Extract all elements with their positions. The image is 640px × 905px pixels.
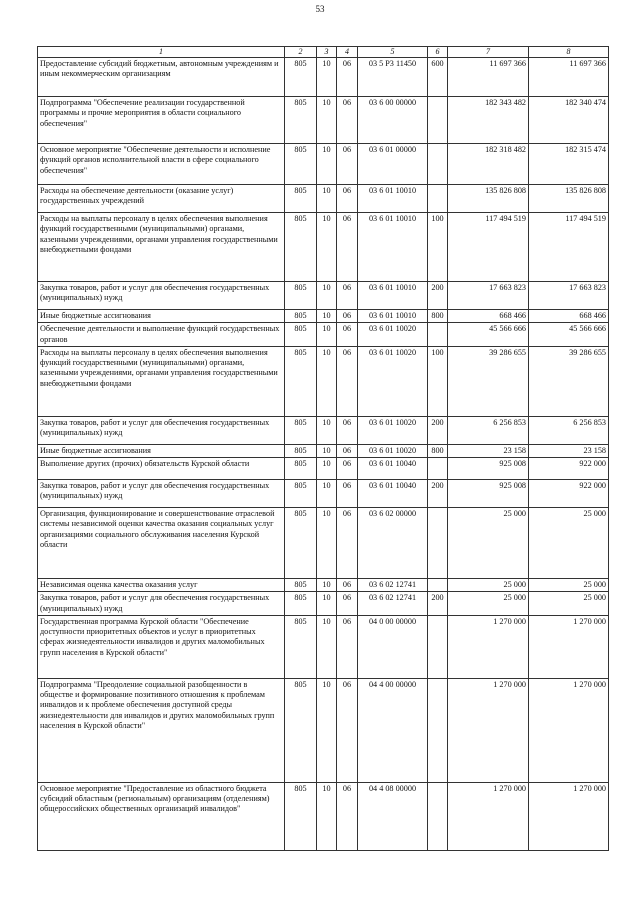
table-cell: 10 — [317, 782, 337, 850]
table-cell: Предоставление субсидий бюджетным, автономным учреждениям и иным некоммерческим организациям — [38, 58, 285, 97]
table-cell: 25 000 — [529, 592, 609, 616]
table-cell: 805 — [285, 213, 317, 282]
table-cell: 03 6 02 12741 — [358, 579, 428, 592]
table-cell: Расходы на обеспечение деятельности (оказание услуг) государственных учреждений — [38, 185, 285, 213]
table-cell: 06 — [337, 310, 358, 323]
table-cell — [428, 323, 448, 347]
table-cell: 805 — [285, 310, 317, 323]
table-cell: Иные бюджетные ассигнования — [38, 444, 285, 457]
table-cell: Закупка товаров, работ и услуг для обеспечения государственных (муниципальных) нужд — [38, 416, 285, 444]
table-cell: 03 6 02 12741 — [358, 592, 428, 616]
table-cell: 135 826 808 — [529, 185, 609, 213]
table-cell: 03 6 01 10020 — [358, 416, 428, 444]
table-cell: 805 — [285, 185, 317, 213]
table-cell: 23 158 — [529, 444, 609, 457]
table-cell: 25 000 — [448, 592, 529, 616]
table-cell: 45 566 666 — [448, 323, 529, 347]
table-cell: 06 — [337, 592, 358, 616]
table-cell: 06 — [337, 97, 358, 144]
table-cell: 25 000 — [529, 579, 609, 592]
table-row — [38, 144, 609, 185]
budget-table — [37, 46, 609, 851]
table-cell: 10 — [317, 416, 337, 444]
table-cell: Иные бюджетные ассигнования — [38, 310, 285, 323]
table-cell: 03 6 02 00000 — [358, 508, 428, 579]
table-cell: 117 494 519 — [448, 213, 529, 282]
table-cell: 10 — [317, 444, 337, 457]
table-cell: 1 270 000 — [448, 678, 529, 782]
table-cell: 06 — [337, 480, 358, 508]
table-cell: 182 318 482 — [448, 144, 529, 185]
table-cell: 600 — [428, 58, 448, 97]
table-cell: 06 — [337, 444, 358, 457]
table-cell: 800 — [428, 310, 448, 323]
table-cell: 10 — [317, 144, 337, 185]
table-cell: 39 286 655 — [529, 346, 609, 416]
table-cell: 1 270 000 — [448, 782, 529, 850]
table-cell: 925 008 — [448, 458, 529, 480]
table-cell: 805 — [285, 323, 317, 347]
table-cell — [428, 97, 448, 144]
table-cell: 06 — [337, 416, 358, 444]
table-cell: 11 697 366 — [448, 58, 529, 97]
table-cell: 10 — [317, 346, 337, 416]
table-cell: Основное мероприятие "Предоставление из областного бюджета субсидий областным (региональным) организациям (отделениям) общероссийских общественных организаций инвалидов" — [38, 782, 285, 850]
table-cell: 805 — [285, 480, 317, 508]
table-cell: 805 — [285, 346, 317, 416]
table-cell: Независимая оценка качества оказания услуг — [38, 579, 285, 592]
table-row — [38, 480, 609, 508]
table-cell: Закупка товаров, работ и услуг для обеспечения государственных (муниципальных) нужд — [38, 282, 285, 310]
header-cell: 5 — [358, 47, 428, 58]
table-cell: 25 000 — [448, 508, 529, 579]
table-cell: 200 — [428, 592, 448, 616]
table-cell: 39 286 655 — [448, 346, 529, 416]
table-cell: Расходы на выплаты персоналу в целях обеспечения выполнения функций государственными (муниципальными) органами, казенными учреждениями, органами управления государственными внебюджетными фондами — [38, 213, 285, 282]
table-cell: 922 000 — [529, 480, 609, 508]
table-cell: 06 — [337, 615, 358, 678]
table-cell: 06 — [337, 213, 358, 282]
header-cell: 8 — [529, 47, 609, 58]
table-cell: Государственная программа Курской области "Обеспечение доступности приоритетных объектов и услуг в приоритетных сферах жизнедеятельности инвалидов и других маломобильных групп населения в Курской области" — [38, 615, 285, 678]
table-cell: 03 6 01 10020 — [358, 346, 428, 416]
table-cell: 805 — [285, 416, 317, 444]
table-cell: 805 — [285, 458, 317, 480]
table-row — [38, 416, 609, 444]
table-cell: Выполнение других (прочих) обязательств Курской области — [38, 458, 285, 480]
table-cell: 805 — [285, 592, 317, 616]
table-cell: 10 — [317, 213, 337, 282]
table-row — [38, 346, 609, 416]
table-cell: 200 — [428, 416, 448, 444]
table-cell: 06 — [337, 323, 358, 347]
table-cell: 1 270 000 — [529, 615, 609, 678]
table-cell: 06 — [337, 346, 358, 416]
table-cell: Подпрограмма "Преодоление социальной разобщенности в обществе и формирование позитивного отношения к проблемам инвалидов и к проблеме обеспечения доступной среды жизнедеятельности для инвалидов и других маломобильных групп населения в Курской области" — [38, 678, 285, 782]
table-row — [38, 579, 609, 592]
table-cell: 06 — [337, 782, 358, 850]
table-cell: 10 — [317, 185, 337, 213]
table-row — [38, 444, 609, 457]
table-cell: 10 — [317, 310, 337, 323]
table-cell: 23 158 — [448, 444, 529, 457]
table-cell: 10 — [317, 480, 337, 508]
table-cell: 45 566 666 — [529, 323, 609, 347]
table-row — [38, 282, 609, 310]
table-row — [38, 458, 609, 480]
table-cell: 668 466 — [448, 310, 529, 323]
table-cell: 17 663 823 — [529, 282, 609, 310]
table-cell: Основное мероприятие "Обеспечение деятельности и исполнение функций органов исполнительной власти в сфере социального обеспечения" — [38, 144, 285, 185]
table-cell: 03 6 01 10010 — [358, 310, 428, 323]
table-cell: 100 — [428, 213, 448, 282]
table-cell: 805 — [285, 444, 317, 457]
table-cell: 06 — [337, 508, 358, 579]
table-cell: 182 340 474 — [529, 97, 609, 144]
table-cell: 182 315 474 — [529, 144, 609, 185]
table-cell: 04 4 00 00000 — [358, 678, 428, 782]
table-cell: Организация, функционирование и совершенствование отраслевой системы независимой оценки качества оказания социальных услуг организациями социального обслуживания населения Курской области — [38, 508, 285, 579]
table-cell: 04 4 08 00000 — [358, 782, 428, 850]
table-cell: 17 663 823 — [448, 282, 529, 310]
table-cell: 06 — [337, 58, 358, 97]
table-cell: 10 — [317, 58, 337, 97]
table-cell: 805 — [285, 678, 317, 782]
table-cell: 03 6 01 10020 — [358, 323, 428, 347]
table-cell: 03 6 01 10010 — [358, 282, 428, 310]
table-row — [38, 97, 609, 144]
table-cell: 03 5 Р3 11450 — [358, 58, 428, 97]
header-cell: 4 — [337, 47, 358, 58]
table-cell: 10 — [317, 615, 337, 678]
header-cell: 1 — [38, 47, 285, 58]
table-cell: 1 270 000 — [529, 782, 609, 850]
table-cell: 1 270 000 — [448, 615, 529, 678]
table-cell: 805 — [285, 508, 317, 579]
table-cell: 182 343 482 — [448, 97, 529, 144]
table-cell: 800 — [428, 444, 448, 457]
table-cell: 04 0 00 00000 — [358, 615, 428, 678]
table-cell: 805 — [285, 782, 317, 850]
table-cell: 1 270 000 — [529, 678, 609, 782]
table-cell: 10 — [317, 323, 337, 347]
table-cell: 06 — [337, 678, 358, 782]
table-cell: Закупка товаров, работ и услуг для обеспечения государственных (муниципальных) нужд — [38, 592, 285, 616]
table-cell: Расходы на выплаты персоналу в целях обеспечения выполнения функций государственными (муниципальными) органами, казенными учреждениями, органами управления государственными внебюджетными фондами — [38, 346, 285, 416]
table-row — [38, 615, 609, 678]
table-row — [38, 310, 609, 323]
table-row — [38, 782, 609, 850]
table-cell: 100 — [428, 346, 448, 416]
table-cell: 117 494 519 — [529, 213, 609, 282]
table-row — [38, 323, 609, 347]
table-cell — [428, 458, 448, 480]
table-cell: 805 — [285, 579, 317, 592]
table-cell: 805 — [285, 97, 317, 144]
table-cell: 805 — [285, 282, 317, 310]
table-cell: 06 — [337, 144, 358, 185]
table-cell: 6 256 853 — [529, 416, 609, 444]
table-cell — [428, 144, 448, 185]
table-cell: 06 — [337, 458, 358, 480]
table-cell: 03 6 01 10010 — [358, 213, 428, 282]
table-cell: 805 — [285, 58, 317, 97]
table-cell: 10 — [317, 592, 337, 616]
table-cell — [428, 615, 448, 678]
table-row — [38, 678, 609, 782]
table-cell: 925 008 — [448, 480, 529, 508]
table-cell: 06 — [337, 282, 358, 310]
table-row — [38, 213, 609, 282]
table-cell — [428, 185, 448, 213]
header-cell: 2 — [285, 47, 317, 58]
table-cell: 11 697 366 — [529, 58, 609, 97]
table-cell — [428, 678, 448, 782]
page-number: 53 — [315, 4, 325, 14]
table-cell: 200 — [428, 282, 448, 310]
table-cell: 200 — [428, 480, 448, 508]
table-cell: Обеспечение деятельности и выполнение функций государственных органов — [38, 323, 285, 347]
table-cell: 805 — [285, 615, 317, 678]
table-cell: 06 — [337, 579, 358, 592]
table-cell: 10 — [317, 579, 337, 592]
table-cell: 6 256 853 — [448, 416, 529, 444]
table-cell: 10 — [317, 458, 337, 480]
table-cell: 10 — [317, 678, 337, 782]
table-cell: 25 000 — [529, 508, 609, 579]
header-cell: 7 — [448, 47, 529, 58]
table-cell: Закупка товаров, работ и услуг для обеспечения государственных (муниципальных) нужд — [38, 480, 285, 508]
table-cell: 805 — [285, 144, 317, 185]
header-cell: 6 — [428, 47, 448, 58]
table-cell: 03 6 01 10020 — [358, 444, 428, 457]
table-cell: 10 — [317, 97, 337, 144]
table-cell: 25 000 — [448, 579, 529, 592]
table-row — [38, 185, 609, 213]
header-row — [38, 47, 609, 58]
table-cell: 03 6 01 10010 — [358, 185, 428, 213]
table-cell: 06 — [337, 185, 358, 213]
table-cell: 03 6 01 10040 — [358, 480, 428, 508]
table-cell: 922 000 — [529, 458, 609, 480]
table-row — [38, 58, 609, 97]
table-cell: 03 6 01 00000 — [358, 144, 428, 185]
table-cell: Подпрограмма "Обеспечение реализации государственной программы и прочие мероприятия в области социального обеспечения" — [38, 97, 285, 144]
header-cell: 3 — [317, 47, 337, 58]
table-row — [38, 508, 609, 579]
table-cell — [428, 782, 448, 850]
table-cell — [428, 579, 448, 592]
table-row — [38, 592, 609, 616]
table-cell: 668 466 — [529, 310, 609, 323]
table-cell: 03 6 01 10040 — [358, 458, 428, 480]
table-cell: 135 826 808 — [448, 185, 529, 213]
table-cell: 10 — [317, 282, 337, 310]
table-cell: 10 — [317, 508, 337, 579]
table-cell — [428, 508, 448, 579]
table-cell: 03 6 00 00000 — [358, 97, 428, 144]
